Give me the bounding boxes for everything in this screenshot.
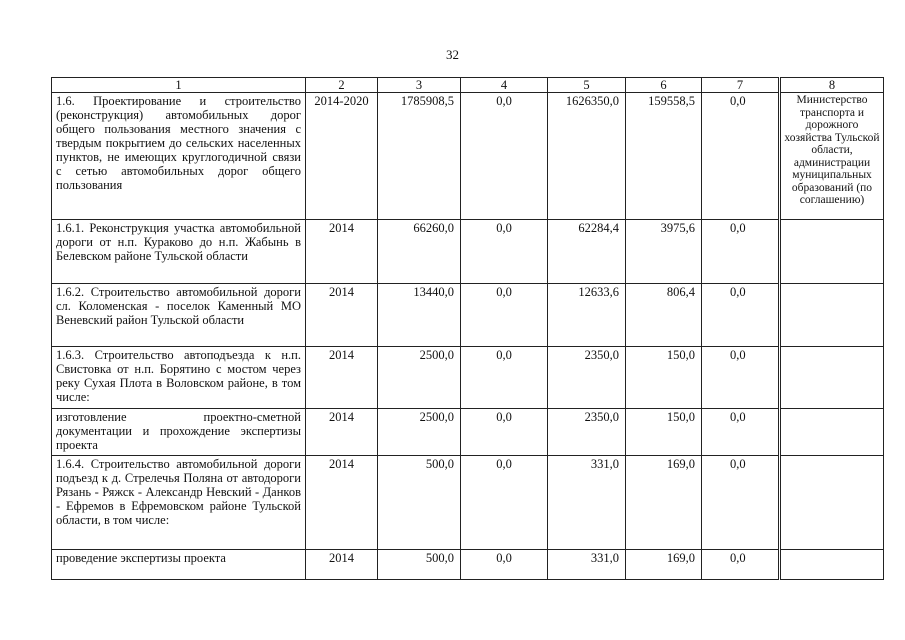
row-col6: 150,0 (626, 409, 702, 456)
row-executor (780, 550, 884, 580)
header-cell: 5 (548, 78, 626, 93)
header-row (52, 78, 884, 93)
row-years: 2014 (306, 284, 378, 347)
row-col7: 0,0 (702, 284, 780, 347)
row-executor (780, 220, 884, 284)
row-col6: 169,0 (626, 550, 702, 580)
row-years: 2014 (306, 409, 378, 456)
row-years: 2014 (306, 456, 378, 550)
table-row (52, 347, 884, 409)
row-col7: 0,0 (702, 347, 780, 409)
row-col7: 0,0 (702, 409, 780, 456)
table-row (52, 220, 884, 284)
row-years: 2014 (306, 220, 378, 284)
row-total: 1785908,5 (378, 93, 461, 220)
header-cell: 2 (306, 78, 378, 93)
row-col5: 331,0 (548, 550, 626, 580)
header-cell: 6 (626, 78, 702, 93)
row-executor (780, 456, 884, 550)
row-col5: 12633,6 (548, 284, 626, 347)
row-col4: 0,0 (461, 456, 548, 550)
header-cell: 3 (378, 78, 461, 93)
row-col7: 0,0 (702, 220, 780, 284)
row-name: 1.6.3. Строительство автоподъезда к н.п. Свистовка от н.п. Борятино с мостом через реку Сухая Плота в Воловском районе, в том числе: (52, 347, 306, 409)
row-name: изготовление проектно-сметной документации и прохождение экспертизы проекта (52, 409, 306, 456)
row-col6: 806,4 (626, 284, 702, 347)
row-name: 1.6. Проектирование и строительство (реконструкция) автомобильных дорог общего пользования местного значения с твердым покрытием до сельских населенных пунктов, не имеющих круглогодичной связи с сетью автомобильных дорог общего пользования (52, 93, 306, 220)
row-col5: 331,0 (548, 456, 626, 550)
row-col4: 0,0 (461, 550, 548, 580)
row-total: 66260,0 (378, 220, 461, 284)
header-cell: 7 (702, 78, 780, 93)
row-total: 2500,0 (378, 409, 461, 456)
row-col4: 0,0 (461, 347, 548, 409)
table-row (52, 456, 884, 550)
header-cell: 4 (461, 78, 548, 93)
row-total: 13440,0 (378, 284, 461, 347)
row-col7: 0,0 (702, 550, 780, 580)
row-col7: 0,0 (702, 93, 780, 220)
table-row (52, 284, 884, 347)
row-col4: 0,0 (461, 93, 548, 220)
row-col5: 2350,0 (548, 409, 626, 456)
row-col6: 169,0 (626, 456, 702, 550)
row-total: 500,0 (378, 456, 461, 550)
row-col6: 3975,6 (626, 220, 702, 284)
row-col6: 159558,5 (626, 93, 702, 220)
row-col5: 1626350,0 (548, 93, 626, 220)
row-executor (780, 284, 884, 347)
row-executor: Министерство транспорта и дорожного хозяйства Тульской области, администрации муниципальных образований (по соглашению) (780, 93, 884, 220)
row-name: 1.6.1. Реконструкция участка автомобильной дороги от н.п. Кураково до н.п. Жабынь в Белевском районе Тульской области (52, 220, 306, 284)
row-years: 2014 (306, 550, 378, 580)
program-table (51, 77, 884, 580)
row-years: 2014-2020 (306, 93, 378, 220)
row-total: 2500,0 (378, 347, 461, 409)
header-cell: 1 (52, 78, 306, 93)
page-number: 32 (446, 47, 459, 62)
row-years: 2014 (306, 347, 378, 409)
row-total: 500,0 (378, 550, 461, 580)
row-name: 1.6.4. Строительство автомобильной дороги подъезд к д. Стрелечья Поляна от автодороги Рязань - Ряжск - Александр Невский - Данков - Ефремов в Ефремовском районе Тульской области, в том числе: (52, 456, 306, 550)
row-col5: 62284,4 (548, 220, 626, 284)
table-row (52, 550, 884, 580)
row-col6: 150,0 (626, 347, 702, 409)
row-name: 1.6.2. Строительство автомобильной дороги сл. Коломенская - поселок Каменный МО Веневский район Тульской области (52, 284, 306, 347)
row-col7: 0,0 (702, 456, 780, 550)
row-executor (780, 409, 884, 456)
table-row (52, 409, 884, 456)
row-col4: 0,0 (461, 284, 548, 347)
table-row (52, 93, 884, 220)
row-col5: 2350,0 (548, 347, 626, 409)
row-col4: 0,0 (461, 409, 548, 456)
row-executor (780, 347, 884, 409)
row-col4: 0,0 (461, 220, 548, 284)
header-cell: 8 (780, 78, 884, 93)
row-name: проведение экспертизы проекта (52, 550, 306, 580)
